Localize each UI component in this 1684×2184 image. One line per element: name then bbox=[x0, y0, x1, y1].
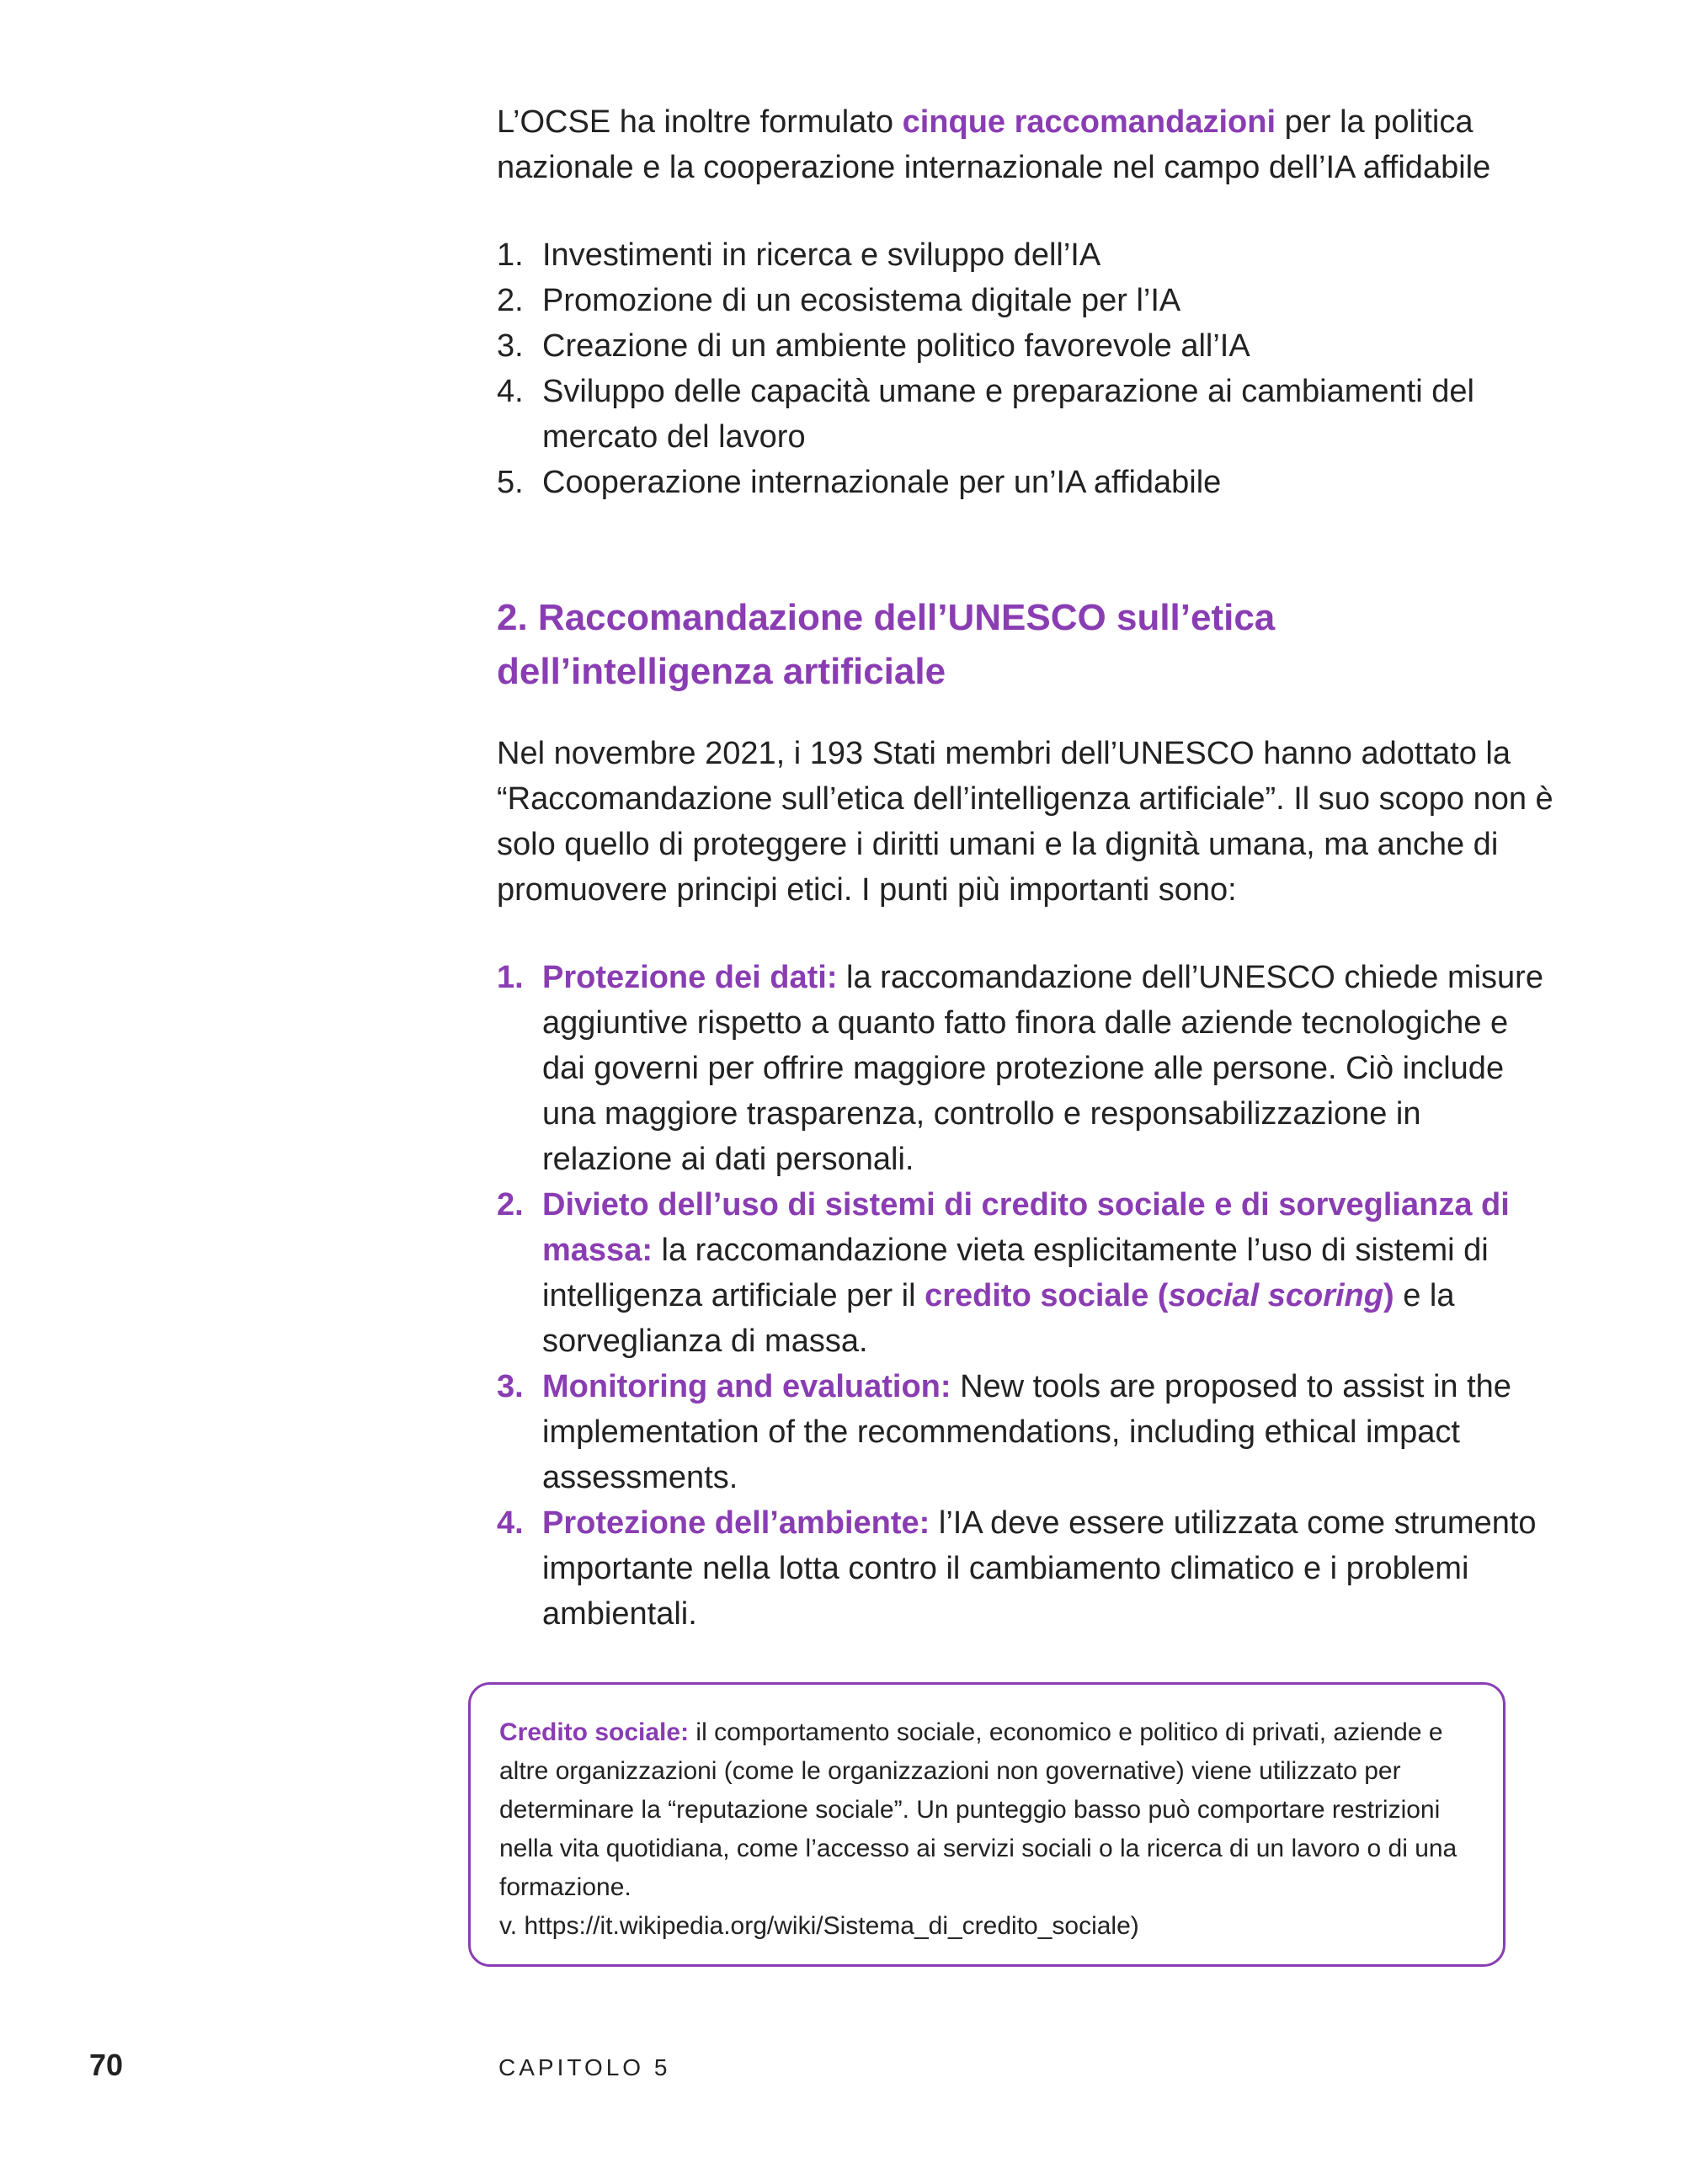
glossary-box bbox=[468, 1682, 1505, 1967]
list-item-text: New tools are proposed to assist in the implementation of the recommendations, including ethical impact assessments. bbox=[542, 1369, 1511, 1495]
list-item-text: Creazione di un ambiente politico favorevole all’IA bbox=[542, 328, 1250, 364]
list-item-text: l’IA deve essere utilizzata come strumento importante nella lotta contro il cambiamento climatico e i problemi ambientali. bbox=[542, 1505, 1537, 1632]
list-item-text: la raccomandazione dell’UNESCO chiede misure aggiuntive rispetto a quanto fatto finora dalle aziende tecnologiche e dai governi per offrire maggiore protezione alle persone. Ciò include una maggiore trasparenza, controllo e responsabilizzazione in relazione ai dati personali. bbox=[542, 960, 1543, 1177]
list-item bbox=[497, 1500, 1558, 1637]
unesco-intro-paragraph: Nel novembre 2021, i 193 Stati membri dell’UNESCO hanno adottato la “Raccomandazione sull’etica dell’intelligenza artificiale”. Il suo scopo non è solo quello di proteggere i diritti umani e la dignità umana, ma anche di promuovere principi etici. I punti più importanti sono: bbox=[497, 736, 1553, 908]
page-number: 70 bbox=[89, 2048, 124, 2082]
social-credit-term: credito sociale ( bbox=[925, 1278, 1169, 1313]
oecd-recommendations-list bbox=[497, 232, 1558, 505]
list-item-number: 4. bbox=[497, 374, 524, 409]
list-item-text: Investimenti in ricerca e sviluppo dell’IA bbox=[542, 237, 1101, 273]
list-item bbox=[497, 955, 1558, 1182]
section-heading-line2: dell’intelligenza artificiale bbox=[497, 651, 946, 692]
oecd-intro-paragraph bbox=[497, 99, 1558, 190]
glossary-source: v. https://it.wikipedia.org/wiki/Sistema_di_credito_sociale) bbox=[499, 1912, 1139, 1940]
list-item-number: 4. bbox=[497, 1505, 524, 1541]
social-credit-term-close: ) bbox=[1383, 1278, 1394, 1313]
list-item-term: Monitoring and evaluation: bbox=[542, 1369, 951, 1404]
page-content bbox=[497, 99, 1558, 1637]
list-item-term: Divieto dell’uso di sistemi di credito sociale e di sorveglianza di massa: bbox=[542, 1187, 1510, 1268]
list-item-number: 2. bbox=[497, 1187, 524, 1223]
list-item bbox=[497, 323, 1558, 369]
glossary-definition: il comportamento sociale, economico e politico di privati, aziende e altre organizzazioni (come le organizzazioni non governative) viene utilizzato per determinare la “reputazione sociale”. Un punteggio basso può comportare restrizioni nella vita quotidiana, come l’accesso ai servizi sociali o la ricerca di un lavoro o di una formazione. bbox=[499, 1718, 1458, 1901]
list-item-number: 5. bbox=[497, 465, 524, 500]
list-item-number: 3. bbox=[497, 328, 524, 364]
section-heading-line1: 2. Raccomandazione dell’UNESCO sull’etica bbox=[497, 597, 1276, 638]
section-heading bbox=[497, 591, 1558, 699]
chapter-label: CAPITOLO 5 bbox=[498, 2054, 671, 2080]
list-item-text: Cooperazione internazionale per un’IA affidabile bbox=[542, 465, 1222, 500]
list-item-text: la raccomandazione vieta esplicitamente l’uso di sistemi di intelligenza artificiale per il bbox=[542, 1233, 1489, 1313]
list-item-number: 2. bbox=[497, 283, 524, 318]
list-item-term: Protezione dei dati: bbox=[542, 960, 838, 995]
glossary-term: Credito sociale: bbox=[499, 1718, 690, 1746]
list-item bbox=[497, 1364, 1558, 1500]
oecd-intro-highlight: cinque raccomandazioni bbox=[902, 104, 1276, 140]
list-item-text: Sviluppo delle capacità umane e preparazione ai cambiamenti del mercato del lavoro bbox=[542, 374, 1474, 455]
social-scoring-term: social scoring bbox=[1168, 1278, 1383, 1313]
unesco-points-list bbox=[497, 955, 1558, 1637]
list-item-text: Promozione di un ecosistema digitale per l’IA bbox=[542, 283, 1181, 318]
list-item-number: 1. bbox=[497, 237, 524, 273]
oecd-intro-text: L’OCSE ha inoltre formulato bbox=[497, 104, 903, 140]
list-item bbox=[497, 232, 1558, 278]
list-item bbox=[497, 460, 1558, 505]
list-item-number: 1. bbox=[497, 960, 524, 995]
list-item-number: 3. bbox=[497, 1369, 524, 1404]
list-item bbox=[497, 1182, 1558, 1364]
list-item bbox=[497, 278, 1558, 323]
list-item-text-end: e la sorveglianza di massa. bbox=[542, 1278, 1455, 1359]
oecd-intro-text-end: per la politica nazionale e la cooperazione internazionale nel campo dell’IA affidabile bbox=[497, 104, 1491, 185]
list-item-term: Protezione dell’ambiente: bbox=[542, 1505, 930, 1541]
list-item bbox=[497, 369, 1558, 460]
